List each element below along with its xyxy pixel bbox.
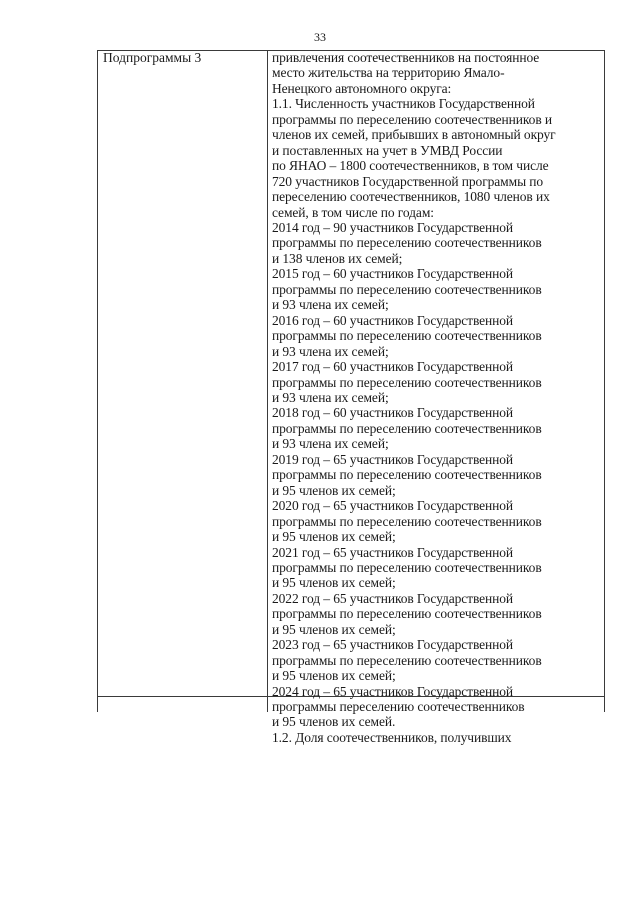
text-line: и 95 членов их семей; xyxy=(272,482,396,498)
text-line: программы по переселению соотечественников xyxy=(272,559,542,575)
text-line: и 138 членов их семей; xyxy=(272,250,403,266)
text-line: 2015 год – 60 участников Государственной xyxy=(272,266,514,282)
text-line: программы переселению соотечественников xyxy=(272,699,525,715)
text-line: и 93 члена их семей; xyxy=(272,297,389,313)
text-line: программы по переселению соотечественников xyxy=(272,652,542,668)
text-line: привлечения соотечественников на постоянное xyxy=(272,50,540,65)
text-line: 1.1. Численность участников Государственной xyxy=(272,96,535,112)
text-line: 2016 год – 60 участников Государственной xyxy=(272,312,514,328)
text-line: 2024 год – 65 участников Государственной xyxy=(272,683,514,699)
text-line: и 95 членов их семей; xyxy=(272,575,396,591)
text-line: 2020 год – 65 участников Государственной xyxy=(272,498,514,514)
text-line: Ненецкого автономного округа: xyxy=(272,80,452,96)
program-table xyxy=(97,50,605,745)
text-line: 1.2. Доля соотечественников, получивших xyxy=(272,729,512,745)
text-line: 2017 год – 60 участников Государственной xyxy=(272,359,514,375)
page-number: 33 xyxy=(314,30,326,44)
text-line: и 93 члена их семей; xyxy=(272,436,389,452)
left-cell-bottom-border xyxy=(97,696,267,697)
text-line: программы по переселению соотечественников xyxy=(272,513,542,529)
subprogram-label: Подпрограммы 3 xyxy=(103,50,202,65)
text-line: программы по переселению соотечественников и xyxy=(272,111,553,127)
text-line: 2022 год – 65 участников Государственной xyxy=(272,590,514,606)
table-right-border xyxy=(604,50,605,712)
text-line: переселению соотечественников, 1080 членов их xyxy=(272,189,550,205)
text-line: 2018 год – 60 участников Государственной xyxy=(272,405,514,421)
text-line: и 95 членов их семей; xyxy=(272,668,396,684)
text-line: программы по переселению соотечественников xyxy=(272,420,542,436)
text-line: по ЯНАО – 1800 соотечественников, в том числе xyxy=(272,158,549,174)
text-line: и 95 членов их семей; xyxy=(272,529,396,545)
text-line: и 95 членов их семей; xyxy=(272,621,396,637)
text-line: и поставленных на учет в УМВД России xyxy=(272,142,503,158)
table-column-divider xyxy=(267,50,268,712)
text-line: 2014 год – 90 участников Государственной xyxy=(272,219,514,235)
text-line: программы по переселению соотечественников xyxy=(272,235,542,251)
text-line: и 93 члена их семей; xyxy=(272,389,389,405)
text-line: программы по переселению соотечественников xyxy=(272,281,542,297)
text-line: 2023 год – 65 участников Государственной xyxy=(272,637,514,653)
text-line: место жительства на территорию Ямало- xyxy=(272,65,505,81)
text-line: программы по переселению соотечественников xyxy=(272,606,542,622)
text-line: программы по переселению соотечественников xyxy=(272,328,542,344)
text-line: членов их семей, прибывших в автономный округ xyxy=(272,127,556,143)
text-line: и 95 членов их семей. xyxy=(272,714,396,730)
table-left-border xyxy=(97,50,98,712)
text-line: 720 участников Государственной программы по xyxy=(272,173,544,189)
text-line: программы по переселению соотечественников xyxy=(272,374,542,390)
indicator-text xyxy=(272,50,602,745)
text-line: 2021 год – 65 участников Государственной xyxy=(272,544,514,560)
text-line: программы по переселению соотечественников xyxy=(272,467,542,483)
text-line: 2019 год – 65 участников Государственной xyxy=(272,451,514,467)
text-line: семей, в том числе по годам: xyxy=(272,204,434,220)
text-line: и 93 члена их семей; xyxy=(272,343,389,359)
